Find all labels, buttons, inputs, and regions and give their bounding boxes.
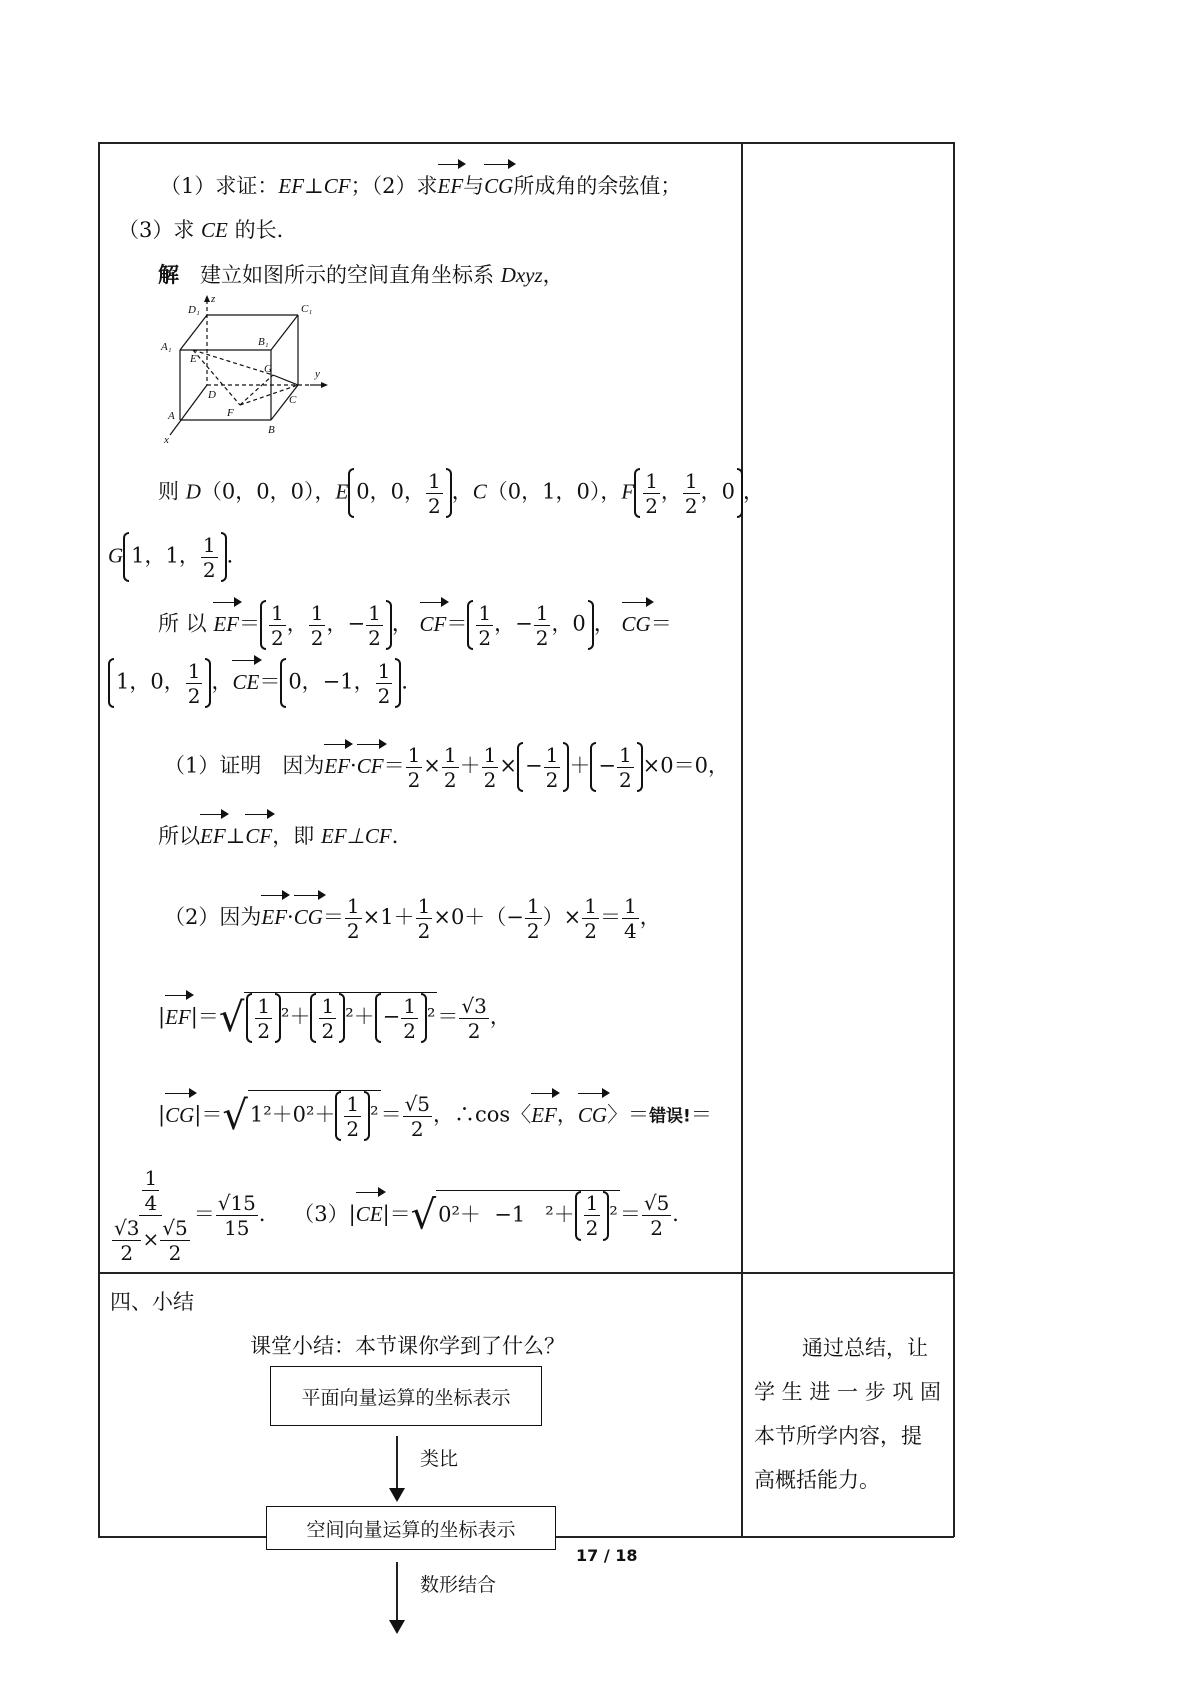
table-mid-divider [741,142,743,1537]
svg-text:C: C [289,394,297,406]
coordinates-line: 则 D（0，0，0），E 0，0， $\frac{1}{2}$ ，C（0，1，0），F $\frac{1}{2}$ ， $\frac{1}{2}$ ，0 ， [158,468,765,518]
vectors-line-1: 所 以 EF＝ $\frac{1}{2}$ ， $\frac{1}{2}$ ，− $\frac{1}{2}$ ， CF＝ $\frac{1}{2}$ ，− $\frac{1}{2}$ ，0 ， CG＝ [158,600,672,650]
segment-fg [240,375,273,405]
table-right-border [953,142,955,1537]
edge-a1d1 [180,315,207,350]
edge-b1c1 [271,315,298,350]
proof1-conclusion: 所以EF⊥CF，即 EF⊥CF． [158,824,413,848]
segment-gc [273,375,298,385]
table-row-divider [98,1272,954,1274]
vectors-line-2: 1，0， $\frac{1}{2}$ ，CE＝ 0，−1， $\frac{1}{2}$ ． [108,658,422,708]
flow-arrow-2-head-icon [389,1620,405,1634]
table-top-border [98,142,954,144]
table-left-border [98,142,100,1537]
flow-arrow-1-head-icon [389,1488,405,1502]
svg-text:z: z [211,293,216,305]
side-note-line-3: 本节所学内容，提 [754,1424,922,1448]
svg-text:G: G [264,363,272,375]
problem-line-2: （3）求 CE 的长． [118,218,298,242]
summary-heading: 四、小结 [110,1290,194,1314]
side-note-line-2: 学 生 进 一 步 巩 固 [754,1380,942,1404]
cos-result: $\frac{1}{4}$ $\frac{√3}{2}$ × $\frac{√5}{2}$ ＝ $\frac{√15}{15}$ ． （3）|CE|＝√0²＋ −1 ²＋ $\frac{1}{2}$ ²＝ $\frac{√5}{2}$ ． [114,1166,694,1265]
proof1-line: （1）证明 因为EF·CF＝ $\frac{1}{2}$ × $\frac{1}{2}$ ＋ $\frac{1}{2}$ × − $\frac{1}{2}$ ＋ − $\frac{1}{2}$ ×0＝0， [164,742,729,792]
svg-text:E: E [190,353,197,365]
page-number: 17 / 18 [576,1546,638,1565]
solution-intro: 解 建立如图所示的空间直角坐标系 Dxyz， [158,262,564,287]
summary-question: 课堂小结：本节课你学到了什么？ [250,1334,565,1358]
flow-label-analogy: 类比 [420,1448,459,1470]
ef-magnitude: |EF|＝√ $\frac{1}{2}$ ²＋ $\frac{1}{2}$ ²＋ − $\frac{1}{2}$ ²＝ $\frac{√3}{2}$ ， [158,993,511,1043]
svg-text:F: F [227,407,234,419]
segment-ef [193,350,240,405]
svg-text:B: B [268,424,275,436]
segment-eg [193,350,273,375]
svg-text:y: y [315,368,320,380]
coordinates-line-g: G 1，1， $\frac{1}{2}$ ． [108,532,248,582]
problem-line-1: （1）求证：EF⊥CF；（2）求EF与CG所成角的余弦值； [160,174,682,198]
flow-arrow-2-shaft [396,1562,398,1624]
cube-figure [160,290,330,450]
flow-box-plane: 平面向量运算的坐标表示 [270,1366,542,1426]
cg-magnitude: |CG|＝√1²＋0²＋ $\frac{1}{2}$ ²＝ $\frac{√5}{2}$ ，∴cos〈EF，CG〉＝错误!＝ [158,1091,712,1141]
flow-arrow-1-shaft [396,1436,398,1492]
side-note-line-4: 高概括能力。 [754,1468,880,1492]
part2-dot-product: （2）因为EF·CG＝ $\frac{1}{2}$ ×1＋ $\frac{1}{2}$ ×0＋（− $\frac{1}{2}$ ）× $\frac{1}{2}$ ＝ $\frac{1}{4}$ ， [164,894,661,943]
flow-label-combination: 数形结合 [420,1574,497,1596]
flow-box-space: 空间向量运算的坐标表示 [266,1506,556,1550]
svg-text:D₁: D₁ [188,304,200,316]
x-axis [170,385,207,435]
svg-text:A: A [168,410,175,422]
svg-text:B₁: B₁ [258,336,269,348]
svg-text:D: D [208,389,216,401]
side-note-line-1: 通过总结，让 [802,1336,928,1360]
svg-text:x: x [164,434,169,446]
svg-text:C₁: C₁ [301,303,313,315]
svg-text:A₁: A₁ [161,341,172,353]
